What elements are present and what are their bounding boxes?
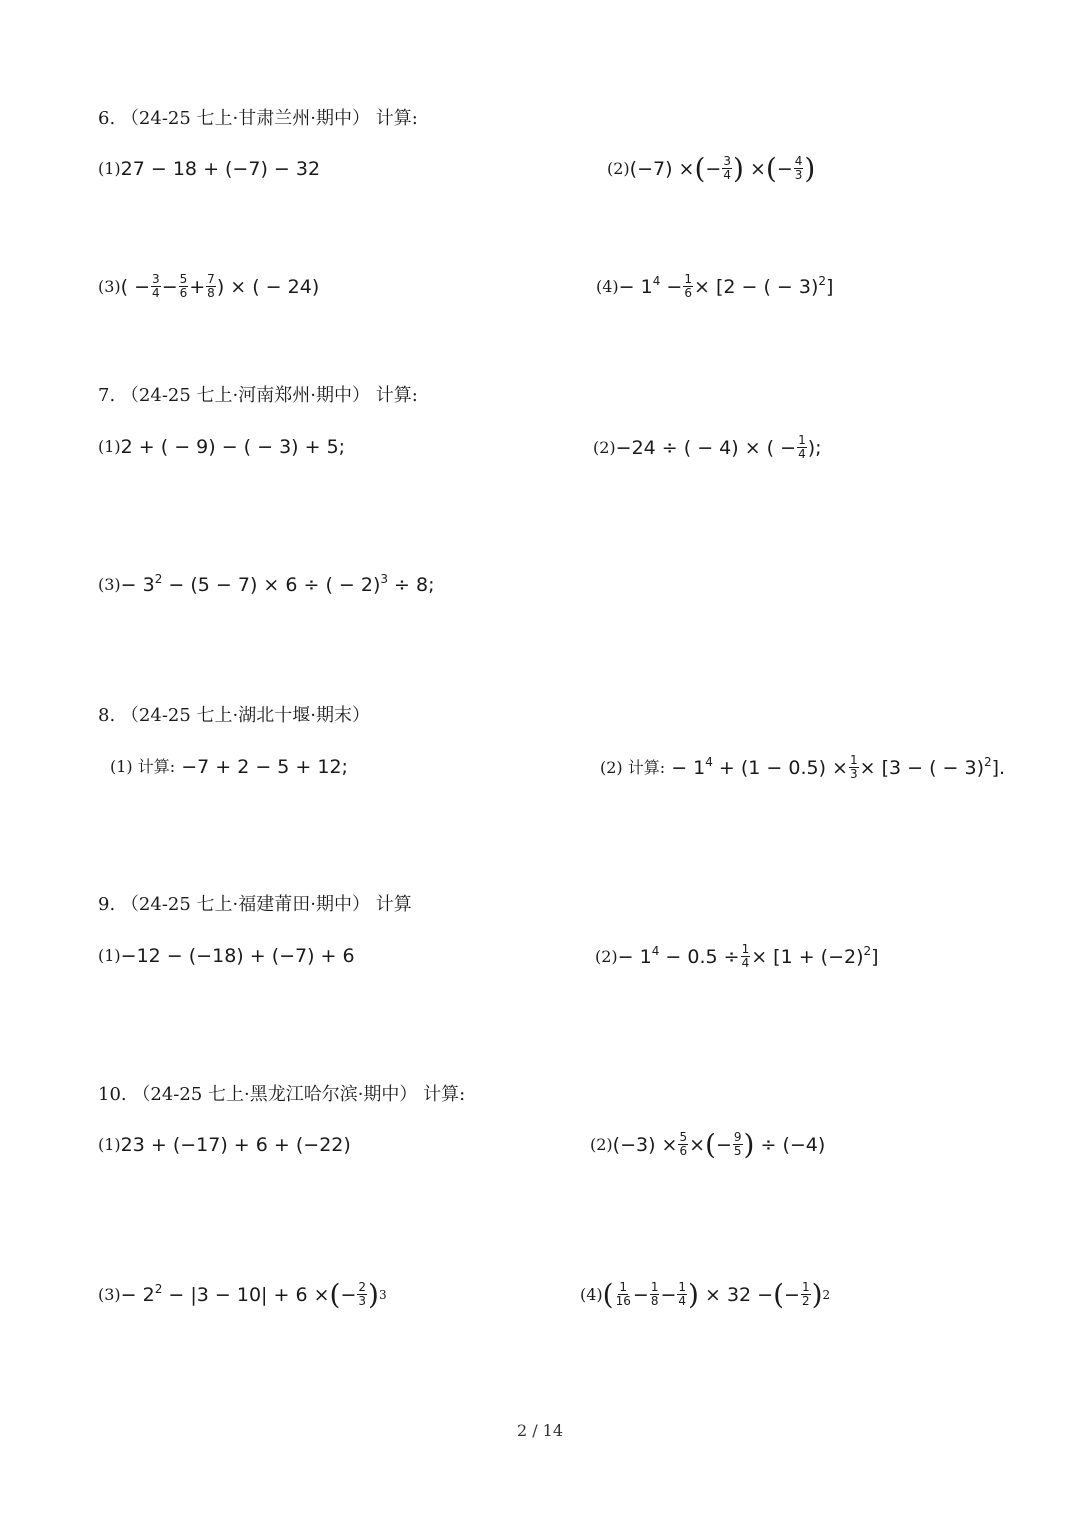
- question-9-header: 9. （24-25 七上·福建莆田·期中） 计算: [98, 894, 412, 915]
- q10-part2: (2) (−3) × $\frac{5}{6}$ × ( − $\frac{9}{5}$ ) ÷ (−4): [590, 1127, 826, 1161]
- q6-part3: (3) ( − $\frac{3}{4}$ − $\frac{5}{6}$ + $\frac{7}{8}$ ) × ( − 24): [98, 272, 320, 300]
- q10-part4: (4) ( $\frac{1}{16}$ − $\frac{1}{8}$ − $\frac{1}{4}$ ) × 32 − ( − $\frac{1}{2}$ ) 2: [580, 1277, 831, 1311]
- q6-part1: (1) 27 − 18 + (−7) − 32: [98, 158, 321, 180]
- q8-part1: (1) 计算: −7 + 2 − 5 + 12;: [110, 756, 348, 778]
- question-7-header: 7. （24-25 七上·河南郑州·期中） 计算:: [98, 385, 418, 406]
- q10-part3: (3) − $2^2 - |3 - 10| + 6$ × ( − $\frac{2}{3}$ ) 3: [98, 1277, 387, 1311]
- q10-part1: (1) 23 + (−17) + 6 + (−22): [98, 1134, 351, 1156]
- page-number: 2 / 14: [516, 1421, 564, 1440]
- question-8-header: 8. （24-25 七上·湖北十堰·期末）: [98, 705, 370, 726]
- q9-part1: (1) −12 − (−18) + (−7) + 6: [98, 945, 355, 967]
- q8-part2: (2) 计算: − $1^4 + (1 - 0.5)$ × $\frac{1}{3}$ × [3 − ( − 3)$^2$].: [600, 753, 1006, 781]
- question-10-header: 10. （24-25 七上·黑龙江哈尔滨·期中） 计算:: [98, 1084, 466, 1105]
- q9-part2: (2) − $1^4 - 0.5$ ÷ $\frac{1}{4}$ × $[1 + (-2)^2]$: [595, 942, 879, 970]
- q7-part3: (3) − $3^2 - (5 - 7) \times 6$ ÷ ( − 2)$^3$ ÷ 8;: [98, 572, 435, 596]
- q6-part2: (2) (−7) × ( − $\frac{3}{4}$ ) × ( − $\frac{4}{3}$ ): [607, 151, 816, 185]
- question-6-header: 6. （24-25 七上·甘肃兰州·期中） 计算:: [98, 108, 418, 129]
- q6-part4: (4) − $1^4$ − $\frac{1}{6}$ × [2 − ( − 3)$^2$]: [596, 272, 834, 300]
- q7-part2: (2) −24 ÷ ( − 4) × ( − $\frac{1}{4}$ );: [593, 433, 822, 461]
- q7-part1: (1) 2 + ( − 9) − ( − 3) + 5;: [98, 436, 346, 458]
